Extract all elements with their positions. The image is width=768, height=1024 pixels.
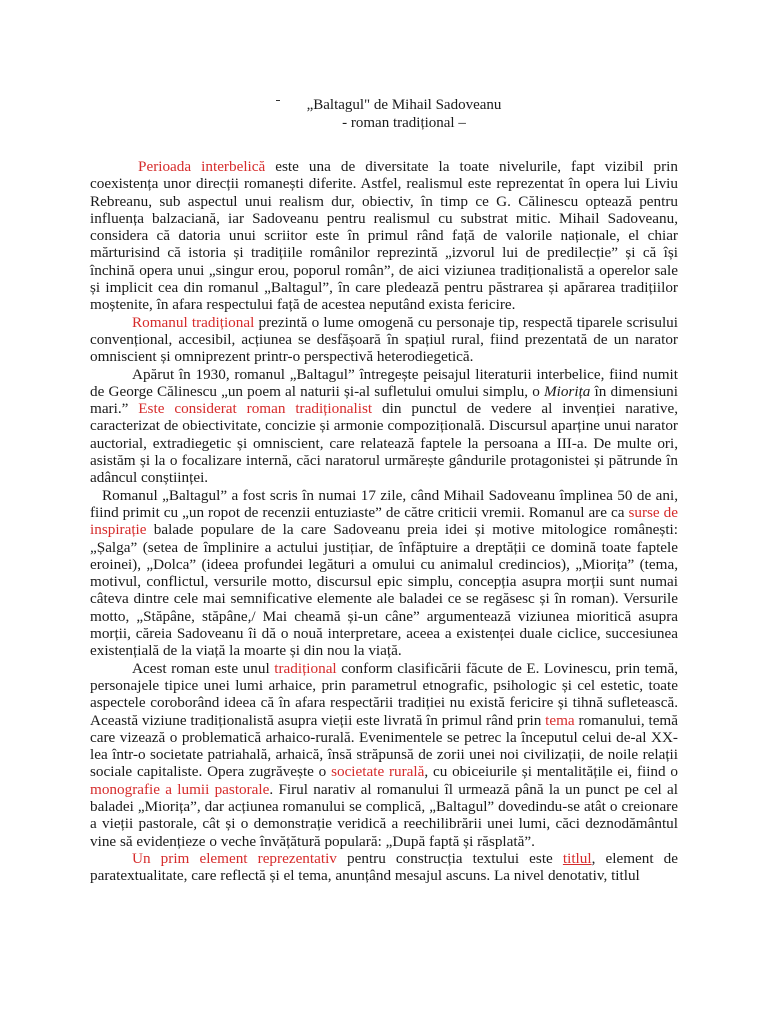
document-page	[90, 96, 678, 884]
paragraph-3	[90, 366, 678, 487]
paragraph-5-text-d: , cu obiceiurile și mentalitățile ei, fiind o	[424, 763, 678, 781]
paragraph-6	[90, 850, 678, 885]
paragraph-2-text: prezintă o lume omogenă cu personaje tip, respectă tiparele scrisului convențional, accesibil, acțiunea se desfășoară în spațiul rural, fiind prezentată de un narator omniscient și omniprezent printr-o perspectivă heterodiegetică.	[90, 313, 678, 366]
paragraph-3-text-c: din punctul de vedere al invenției narative, caracterizat de obiectivitate, concizie și armonie compozițională. Discursul aparține unui narator auctorial, extradiegetic și omniscient, care relatează faptele la persoana a III-a. De multe ori, asistăm și la o focalizare internă, căci naratorul urmărește gândurile protagonistei și pătrunde în adâncul conștiinței.	[90, 400, 678, 487]
paragraph-3-text-b: în dimensiuni mari.”	[90, 382, 678, 418]
paragraph-6-text-a: pentru construcția textului este	[336, 849, 563, 867]
highlight-societate-rurala: societate rurală	[331, 763, 425, 781]
paragraph-5	[90, 660, 678, 850]
highlight-perioada-interbelica: Perioada interbelică	[138, 158, 266, 175]
paragraph-4	[90, 487, 678, 660]
paragraph-4-text-b: balade populare de la care Sadoveanu preia idei și motive mitologice românești: „Șalga” (setea de împlinire a actului justițiar, de înfăptuire a dreptății ce domină toate faptele eroinei), „Dolca” (ideea profundei legături a omului cu animalul credincios), „Miorița” (tema, motivul, conflictul, versurile motto, discursul epic simplu, concepția asupra morții sunt numai câteva dintre cele mai semnificative elemente ale baladei ce se regăsesc și în roman). Versurile motto, „Stăpâne, stăpâne,/ Mai cheamă și-un câne” argumentează viziunea mioritică asupra morții, căreia Sadoveanu îi dă o nouă interpretare, aceea a existenței duale ciclice, succesiunea existențială de la viață la moarte și din nou la viață.	[90, 521, 678, 660]
highlight-surse-de-inspiratie: surse de inspirație	[90, 503, 678, 539]
paragraph-2	[90, 314, 678, 366]
highlight-monografie: monografie a lumii pastorale	[90, 780, 270, 798]
paragraph-4-text-a: Romanul „Baltagul” a fost scris în numai 17 zile, când Mihail Sadoveanu împlinea 50 de ani, fiind primit cu „un ropot de recenzii entuziaste” de către criticii vremii. Romanul are ca	[90, 486, 678, 521]
paragraph-3-text-a: Apărut în 1930, romanul „Baltagul” întregește peisajul literaturii interbelice, fiind numit de George Călinescu „un poem al naturii și-al sufletului omului simplu, o	[90, 365, 678, 400]
highlight-tema: tema	[545, 711, 575, 729]
paragraph-5-text-b: conform clasificării făcute de E. Lovinescu, prin temă, personajele tipice unei lumi arhaice, prin parametrul etnografic, psihologic și cel estetic, toate aspectele coroborând ideea că în afara respectării tradiției nu există fericire și tihnă sufletească. Această viziune tradiționalistă asupra vieții este livrată în primul rând prin	[90, 659, 678, 729]
paragraph-1-text: este una de diversitate la toate nivelurile, fapt vizibil prin coexistența unor direcții romanești diferite. Astfel, realismul este reprezentat în opera lui Liviu Rebreanu, sub aspectul unui realism dur, obiectiv, în timp ce G. Călinescu optează pentru influența balzaciană, iar Sadoveanu pentru realismul cu substrat mitic. Mihail Sadoveanu, considera că datoria unui scriitor este în primul rând față de valorile naționale, el chiar mărturisind că istoria și tradițiile românilor reprezintă „izvorul lui de predilecție” și că își închină opera unui „singur erou, poporul român”, de aici viziunea tradiționalistă a operelor sale și implicit cea din romanul „Baltagul”, în care pledează pentru păstrarea și apărarea tradițiilor moștenite, în afara respectului față de acestea neputând exista fericire.	[90, 158, 678, 314]
highlight-romanul-traditional: Romanul tradițional	[132, 313, 255, 331]
paragraph-5-text-c: romanului, temă care vizează o problematică arhaico-rurală. Evenimentele se petrec la începutul celui de-al XX-lea într-o societate patriahală, arhaică, însă străpunsă de zorii unei noi civilizații, de noile relații sociale capitaliste. Opera zugrăvește o	[90, 711, 678, 781]
paragraph-6-text-b: , element de paratextualitate, care reflectă și el tema, anunțând mesajul ascuns. La nivel denotativ, titlul	[90, 849, 679, 885]
highlight-prim-element: Un prim element reprezentativ	[132, 849, 337, 867]
highlight-titlul: titlul	[562, 849, 592, 867]
highlight-traditional: tradițional	[274, 659, 337, 677]
document-title: „Baltagul" de Mihail Sadoveanu	[306, 97, 502, 113]
title-block	[130, 96, 678, 132]
miorita-italic: Miorița	[543, 382, 591, 400]
document-subtitle: - roman tradițional –	[342, 115, 466, 131]
paragraph-1	[90, 158, 678, 314]
paragraph-5-text-a: Acest roman este unul	[132, 659, 275, 677]
paragraph-5-text-e: . Firul narativ al romanului îl urmează până la un punct pe cel al baladei „Miorița”, dar acțiunea romanului se complică, „Baltagul” dovedindu-se atât o creionare a vieții pastorale, cât și o demonstrație veridică a reechilibrării unei lumi, căci deznodământul vine să evidențieze o veche învățătură populară: „După faptă și răsplată”.	[90, 780, 678, 850]
highlight-roman-traditionalist: Este considerat roman tradiționalist	[138, 400, 373, 418]
document-body	[90, 158, 678, 884]
